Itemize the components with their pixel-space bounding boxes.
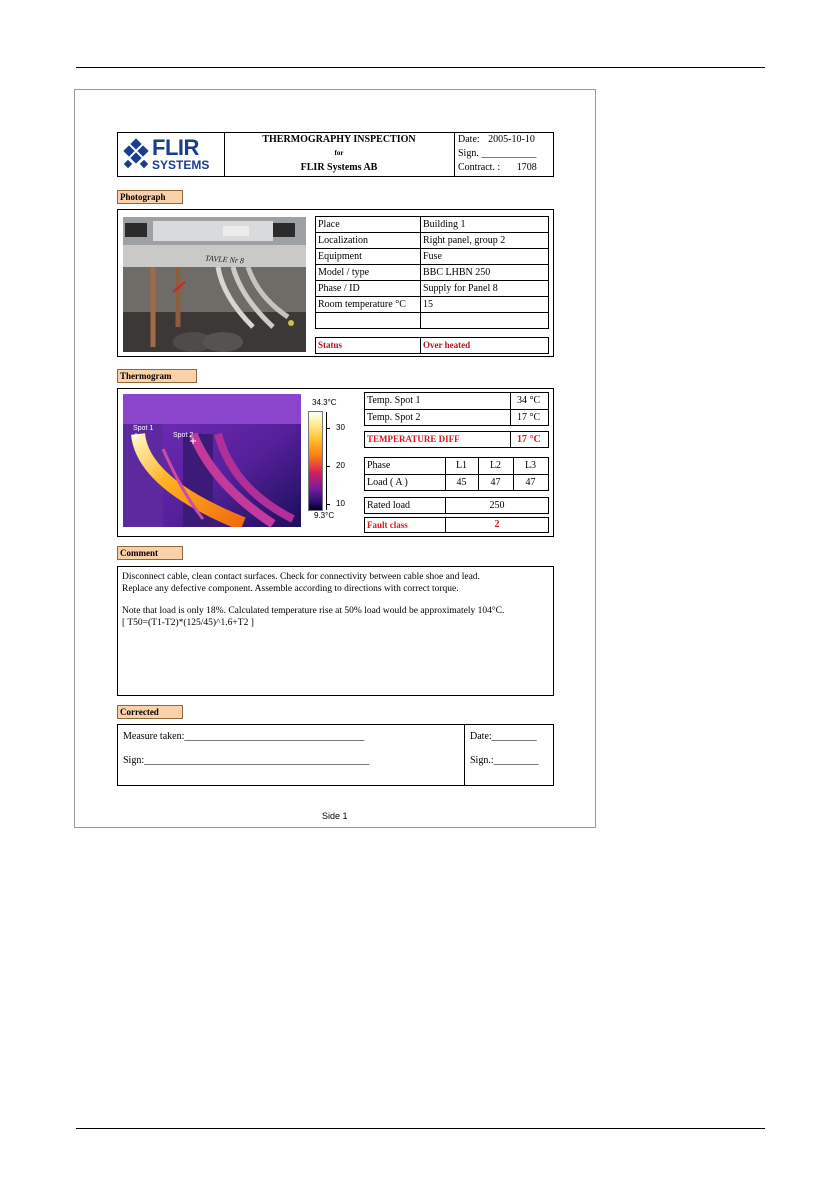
temp-spot1-label: Temp. Spot 1 bbox=[367, 395, 421, 406]
photograph-section-label: Photograph bbox=[117, 190, 183, 204]
contract-label: Contract. : bbox=[458, 162, 501, 173]
report-for: for bbox=[334, 149, 344, 157]
thermal-image bbox=[123, 394, 301, 527]
page-number: Side 1 bbox=[322, 811, 348, 821]
date-value: 2005-10-10 bbox=[488, 134, 535, 145]
report-header bbox=[117, 132, 554, 177]
phase-l2: L2 bbox=[489, 460, 502, 471]
comment-line-3: Note that load is only 18%. Calculated temperature rise at 50% load would be approximately 104°C. bbox=[122, 606, 505, 616]
phase-l3: L3 bbox=[524, 460, 537, 471]
corrected-panel bbox=[117, 724, 554, 786]
phase-label: Phase bbox=[367, 460, 391, 471]
logo-flir-text: FLIR bbox=[152, 135, 199, 160]
comment-line-1: Disconnect cable, clean contact surfaces. Check for connectivity between cable shoe and lead. bbox=[122, 572, 480, 582]
fuse-panel-photo bbox=[123, 217, 306, 352]
fault-class-value: 2 bbox=[494, 519, 500, 530]
site-photo bbox=[123, 217, 306, 352]
status-label: Status bbox=[318, 340, 343, 350]
fault-class-row bbox=[364, 517, 549, 533]
scale-min-label: 9.3°C bbox=[314, 511, 335, 520]
localization-value: Right panel, group 2 bbox=[423, 235, 506, 246]
header-sign: Sign. ___________ bbox=[458, 148, 537, 159]
temperature-scale-bar bbox=[308, 411, 323, 511]
load-l3: 47 bbox=[525, 477, 536, 488]
thermal-image-graphic bbox=[123, 394, 301, 527]
spot2-label: Spot 2 bbox=[173, 432, 194, 439]
equipment-label: Equipment bbox=[318, 251, 362, 262]
load-l2: 47 bbox=[490, 477, 501, 488]
temp-spot1-value: 34 °C bbox=[517, 395, 541, 406]
phase-load-table bbox=[364, 457, 549, 491]
place-value: Building 1 bbox=[423, 219, 466, 230]
fault-class-label: Fault class bbox=[367, 520, 408, 530]
spot1-label: Spot 1 bbox=[133, 425, 154, 432]
thermogram-panel bbox=[117, 388, 554, 537]
comment-panel bbox=[117, 566, 554, 696]
rated-load-label: Rated load bbox=[367, 500, 411, 511]
corrected-sign-field[interactable]: Sign.:_________ bbox=[470, 755, 539, 766]
load-label: Load ( A ) bbox=[367, 477, 408, 488]
model-label: Model / type bbox=[318, 267, 370, 278]
equipment-table bbox=[315, 216, 549, 329]
report-page bbox=[74, 89, 596, 828]
localization-label: Localization bbox=[318, 235, 368, 246]
spot-temp-table bbox=[364, 392, 549, 426]
room-temp-label: Room temperature °C bbox=[318, 299, 406, 310]
comment-line-4: [ T50=(T1-T2)*(125/45)^1.6+T2 ] bbox=[122, 618, 254, 628]
photo-handwriting: TAVLE Nr 8 bbox=[204, 253, 245, 266]
report-title: THERMOGRAPHY INSPECTION bbox=[262, 134, 416, 145]
scale-tick-20: 20 bbox=[336, 461, 345, 470]
scale-max-label: 34.3°C bbox=[312, 398, 337, 407]
scale-axis bbox=[326, 412, 327, 510]
temp-diff-label: TEMPERATURE DIFF bbox=[367, 434, 460, 444]
phase-id-value: Supply for Panel 8 bbox=[423, 283, 498, 294]
rated-load-row bbox=[364, 497, 549, 514]
logo-systems-text: SYSTEMS bbox=[152, 158, 210, 172]
temp-spot2-value: 17 °C bbox=[517, 412, 541, 423]
scale-tick-10: 10 bbox=[336, 499, 345, 508]
temp-spot2-label: Temp. Spot 2 bbox=[367, 412, 421, 423]
scale-tick-30: 30 bbox=[336, 423, 345, 432]
comment-line-2: Replace any defective component. Assemble according to directions with correct torque. bbox=[122, 584, 459, 594]
temp-diff-value: 17 °C bbox=[517, 434, 541, 445]
photograph-panel bbox=[117, 209, 554, 357]
flir-logo bbox=[120, 137, 222, 173]
header-contract bbox=[458, 162, 537, 173]
report-company: FLIR Systems AB bbox=[300, 162, 378, 173]
bottom-rule bbox=[76, 1128, 765, 1129]
date-label: Date: bbox=[458, 134, 480, 145]
status-value: Over heated bbox=[423, 340, 471, 350]
room-temp-value: 15 bbox=[423, 299, 433, 310]
status-row bbox=[315, 337, 549, 354]
phase-l1: L1 bbox=[455, 460, 468, 471]
sign-field[interactable]: Sign:_____________________________________________ bbox=[123, 755, 370, 766]
corrected-section-label: Corrected bbox=[117, 705, 183, 719]
temperature-diff-row bbox=[364, 431, 549, 448]
corrected-date-field[interactable]: Date:_________ bbox=[470, 731, 537, 742]
comment-section-label: Comment bbox=[117, 546, 183, 560]
header-date bbox=[458, 134, 535, 145]
place-label: Place bbox=[318, 219, 340, 230]
contract-value: 1708 bbox=[516, 162, 537, 173]
measure-taken-field[interactable]: Measure taken:____________________________________ bbox=[123, 731, 365, 742]
phase-id-label: Phase / ID bbox=[318, 283, 360, 294]
equipment-value: Fuse bbox=[423, 251, 442, 262]
thermogram-section-label: Thermogram bbox=[117, 369, 197, 383]
top-rule bbox=[76, 67, 765, 68]
model-value: BBC LHBN 250 bbox=[423, 267, 491, 278]
load-l1: 45 bbox=[456, 477, 467, 488]
rated-load-value: 250 bbox=[489, 500, 505, 511]
